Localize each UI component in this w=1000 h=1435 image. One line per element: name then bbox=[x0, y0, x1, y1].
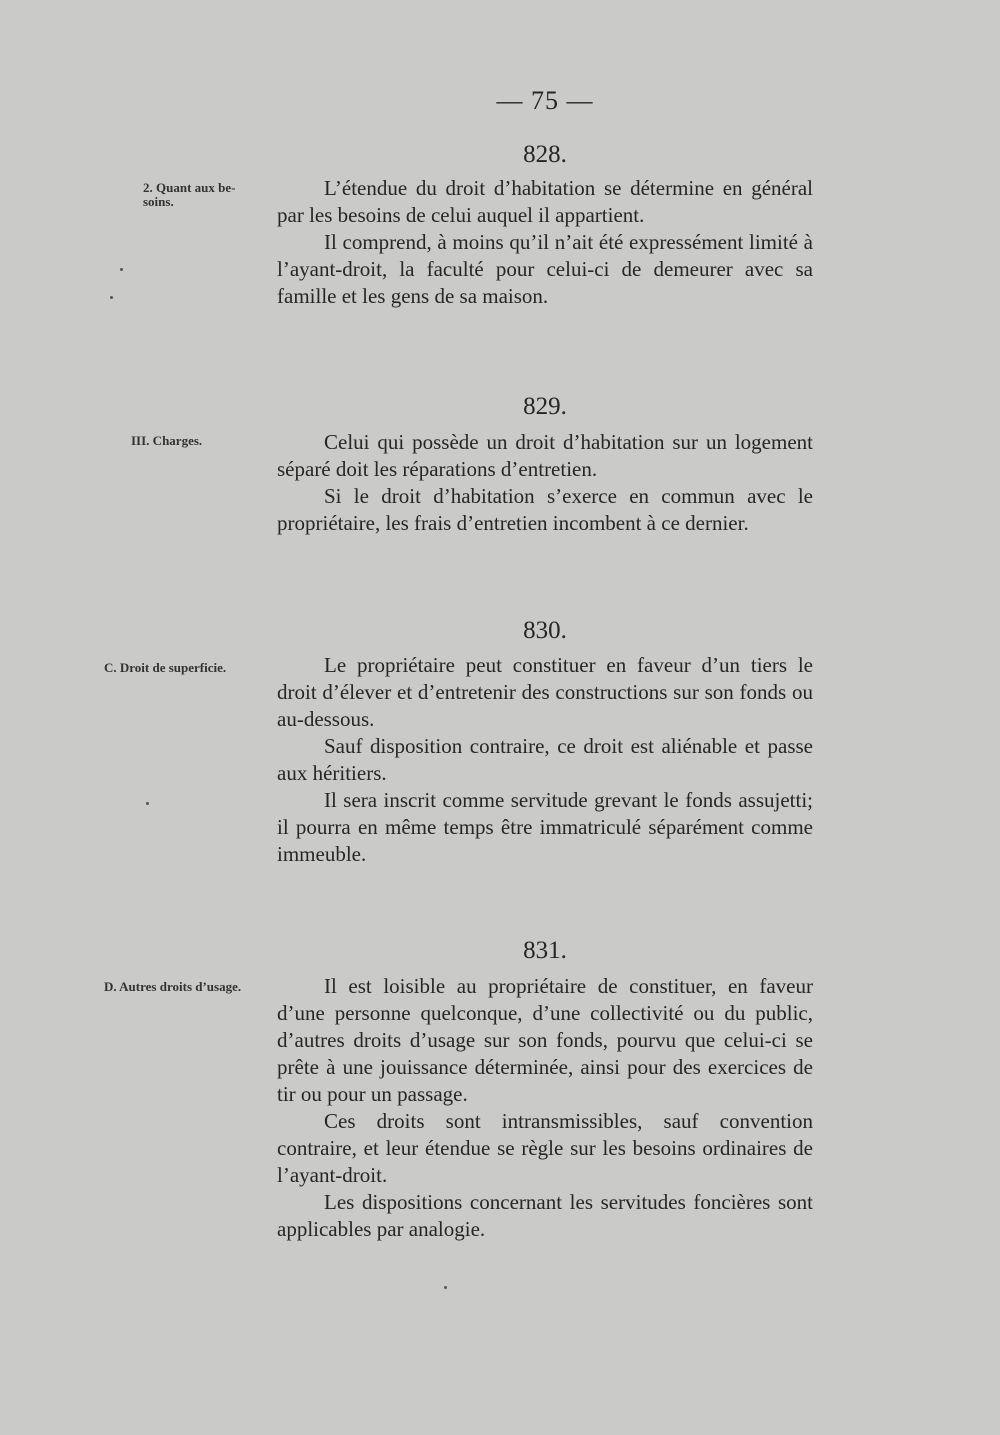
paragraph: Celui qui possède un droit d’habitation sur un logement séparé doit les réparations d’entretien. bbox=[277, 430, 813, 481]
print-speck bbox=[110, 296, 113, 299]
article-number: 828. bbox=[523, 141, 567, 168]
page-number: — 75 — bbox=[496, 86, 594, 115]
paragraph: Il sera inscrit comme servitude grevant le fonds assujetti; il pourra en même temps être immatriculé séparément comme immeuble. bbox=[277, 788, 813, 866]
article-number: 831. bbox=[523, 937, 567, 964]
paragraph: Le propriétaire peut constituer en faveur d’un tiers le droit d’élever et d’entretenir des constructions sur son fonds ou au-dessous. bbox=[277, 653, 813, 731]
paragraph: Il comprend, à moins qu’il n’ait été expressément limité à l’ayant-droit, la faculté pour celui-ci de demeurer avec sa famille et les gens de sa maison. bbox=[277, 230, 813, 308]
print-speck bbox=[120, 268, 123, 271]
article-text bbox=[277, 973, 813, 1243]
paragraph: Sauf disposition contraire, ce droit est aliénable et passe aux héritiers. bbox=[277, 734, 813, 785]
print-speck bbox=[146, 802, 149, 805]
paragraph: Il est loisible au propriétaire de constituer, en faveur d’une personne quelconque, d’une collectivité ou du public, d’autres droits d’usage sur son fonds, pourvu que celui-ci se prête à une jouissance déterminée, ainsi pour des exercices de tir ou pour un passage. bbox=[277, 974, 813, 1106]
article-text bbox=[277, 652, 813, 868]
paragraph: Si le droit d’habitation s’exerce en commun avec le propriétaire, les frais d’entretien incombent à ce dernier. bbox=[277, 484, 813, 535]
paragraph: L’étendue du droit d’habitation se détermine en général par les besoins de celui auquel il appartient. bbox=[277, 176, 813, 227]
article-number: 830. bbox=[523, 617, 567, 644]
margin-note: D. Autres droits d’usage. bbox=[104, 979, 242, 994]
margin-note: C. Droit de superficie. bbox=[104, 660, 227, 675]
paragraph: Ces droits sont intransmissibles, sauf convention contraire, et leur étendue se règle sur les besoins ordinaires de l’ayant-droit. bbox=[277, 1109, 813, 1187]
paragraph: Les dispositions concernant les servitudes foncières sont applicables par analogie. bbox=[277, 1190, 813, 1241]
article-text bbox=[277, 175, 813, 310]
article-number: 829. bbox=[523, 393, 567, 420]
margin-note: 2. Quant aux be- soins. bbox=[143, 180, 236, 209]
article-text bbox=[277, 429, 813, 537]
print-speck bbox=[444, 1286, 447, 1289]
margin-note: III. Charges. bbox=[131, 433, 203, 448]
